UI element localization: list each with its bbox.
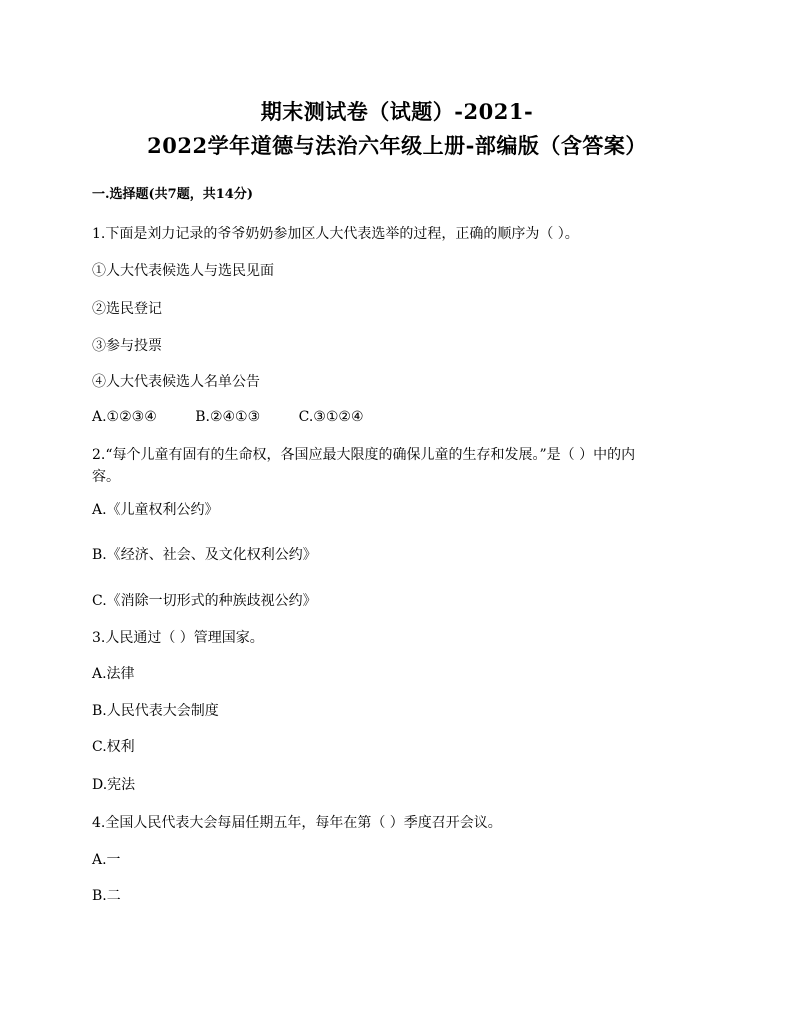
question-4-option-a: A.一 bbox=[92, 852, 121, 868]
question-1-item-4: ④人大代表候选人名单公告 bbox=[92, 374, 260, 390]
question-2-option-b: B.《经济、社会、及文化权利公约》 bbox=[92, 547, 317, 563]
document-title bbox=[0, 95, 794, 163]
question-1-item-2: ②选民登记 bbox=[92, 301, 162, 317]
question-2-stem: 2.“每个儿童有固有的生命权，各国应最大限度的确保儿童的生存和发展。”是（ ）中的内容。 bbox=[92, 447, 636, 485]
title-line-2: 2022学年道德与法治六年级上册-部编版（含答案） bbox=[147, 133, 647, 158]
question-1-item-1: ①人大代表候选人与选民见面 bbox=[92, 263, 274, 279]
question-1-stem: 1.下面是刘力记录的爷爷奶奶参加区人大代表选举的过程，正确的顺序为（ ）。 bbox=[92, 226, 579, 242]
question-3-option-b: B.人民代表大会制度 bbox=[92, 703, 219, 719]
question-3-option-a: A.法律 bbox=[92, 666, 135, 682]
question-2-option-a: A.《儿童权利公约》 bbox=[92, 502, 219, 518]
question-4-stem: 4.全国人民代表大会每届任期五年，每年在第（ ）季度召开会议。 bbox=[92, 815, 502, 831]
question-1-option-b: B.②④①③ bbox=[195, 409, 261, 425]
question-1-options bbox=[92, 409, 364, 425]
question-4-option-b: B.二 bbox=[92, 888, 121, 904]
question-3-option-d: D.宪法 bbox=[92, 777, 136, 793]
title-line-1: 期末测试卷（试题）-2021- bbox=[260, 99, 534, 124]
question-2-option-c: C.《消除一切形式的种族歧视公约》 bbox=[92, 593, 317, 609]
question-1-option-a: A.①②③④ bbox=[92, 409, 157, 425]
question-1-option-c: C.③①②④ bbox=[298, 409, 364, 425]
question-3-option-c: C.权利 bbox=[92, 739, 135, 755]
section-heading: 一.选择题(共7题，共14分) bbox=[92, 187, 253, 202]
question-3-stem: 3.人民通过（ ）管理国家。 bbox=[92, 630, 264, 646]
question-1-item-3: ③参与投票 bbox=[92, 338, 162, 354]
